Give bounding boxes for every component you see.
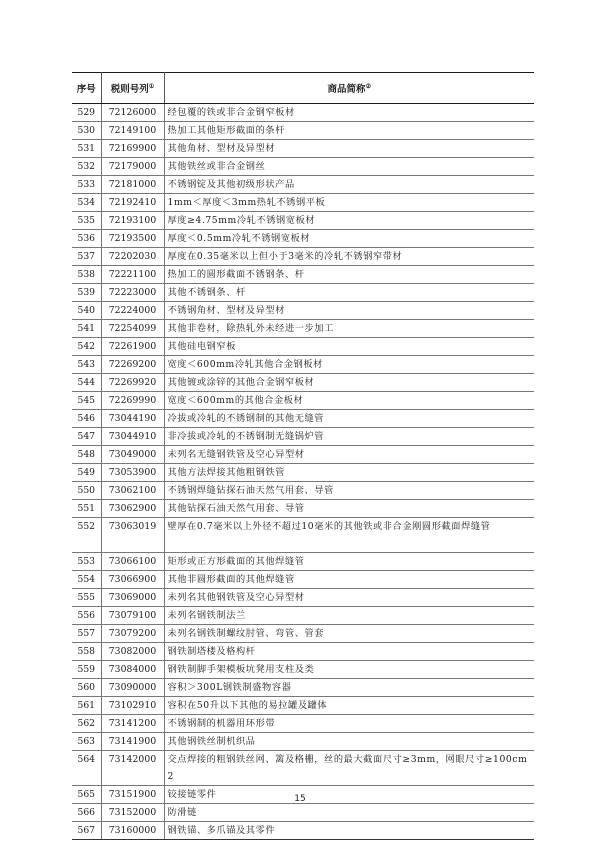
row-seq: 567 bbox=[72, 822, 101, 840]
row-description: 厚度在0.35毫米以上但小于3毫米的冷轧不锈钢窄带材 bbox=[164, 248, 534, 266]
row-code: 73141900 bbox=[101, 733, 164, 751]
row-description: 不锈钢锭及其他初级形状产品 bbox=[164, 176, 534, 194]
row-description: 厚度＜0.5mm冷轧不锈钢宽板材 bbox=[164, 230, 534, 248]
table-row bbox=[72, 356, 534, 374]
row-seq: 558 bbox=[72, 643, 101, 661]
row-seq: 531 bbox=[72, 140, 101, 158]
row-seq: 541 bbox=[72, 320, 101, 338]
row-code: 72193500 bbox=[101, 230, 164, 248]
header-seq bbox=[72, 73, 101, 104]
row-code: 73066900 bbox=[101, 571, 164, 589]
table-row bbox=[72, 140, 534, 158]
row-code: 72269990 bbox=[101, 392, 164, 410]
row-seq: 559 bbox=[72, 661, 101, 679]
row-seq: 543 bbox=[72, 356, 101, 374]
table-row bbox=[72, 446, 534, 464]
table-row bbox=[72, 284, 534, 302]
row-description: 热加工的圆形截面不锈钢条、杆 bbox=[164, 266, 534, 284]
table-row bbox=[72, 158, 534, 176]
row-seq: 530 bbox=[72, 122, 101, 140]
row-description: 钢铁锚、多爪锚及其零件 bbox=[164, 822, 534, 840]
row-seq: 561 bbox=[72, 697, 101, 715]
row-code: 72169900 bbox=[101, 140, 164, 158]
row-description: 冷拔或冷轧的不锈钢制的其他无缝管 bbox=[164, 410, 534, 428]
row-description: 防滑链 bbox=[164, 804, 534, 822]
row-seq: 548 bbox=[72, 446, 101, 464]
row-description: 铰接链零件 bbox=[164, 786, 534, 804]
table-row bbox=[72, 733, 534, 751]
row-code: 72224000 bbox=[101, 302, 164, 320]
row-code: 73069000 bbox=[101, 589, 164, 607]
row-seq: 549 bbox=[72, 464, 101, 482]
row-description: 未列名其他钢铁管及空心异型材 bbox=[164, 589, 534, 607]
row-code: 73079100 bbox=[101, 607, 164, 625]
table-row bbox=[72, 302, 534, 320]
row-code: 73044190 bbox=[101, 410, 164, 428]
row-description: 其他钢铁丝制机织品 bbox=[164, 733, 534, 751]
row-description: 其他硅电钢窄板 bbox=[164, 338, 534, 356]
row-seq: 534 bbox=[72, 194, 101, 212]
table-row bbox=[72, 374, 534, 392]
row-description: 其他不锈钢条、杆 bbox=[164, 284, 534, 302]
table-row bbox=[72, 194, 534, 212]
row-code: 73151900 bbox=[101, 786, 164, 804]
row-seq: 546 bbox=[72, 410, 101, 428]
header-seq-label: 序号 bbox=[76, 84, 96, 95]
row-seq: 540 bbox=[72, 302, 101, 320]
page-number: 15 bbox=[294, 794, 306, 804]
table-row bbox=[72, 518, 534, 553]
table-row bbox=[72, 679, 534, 697]
row-seq: 566 bbox=[72, 804, 101, 822]
row-seq: 554 bbox=[72, 571, 101, 589]
table-row bbox=[72, 553, 534, 571]
header-name-footnote: ② bbox=[365, 82, 371, 90]
row-description: 宽度＜600mm的其他合金板材 bbox=[164, 392, 534, 410]
row-seq: 562 bbox=[72, 715, 101, 733]
row-description: 其他镀或涂锌的其他合金钢窄板材 bbox=[164, 374, 534, 392]
row-code: 73079200 bbox=[101, 625, 164, 643]
table-row bbox=[72, 607, 534, 625]
header-code-label: 税则号列 bbox=[110, 84, 149, 95]
row-code: 72192410 bbox=[101, 194, 164, 212]
table-row bbox=[72, 104, 534, 122]
row-seq: 547 bbox=[72, 428, 101, 446]
row-code: 73053900 bbox=[101, 464, 164, 482]
table-row bbox=[72, 428, 534, 446]
row-code: 72126000 bbox=[101, 104, 164, 122]
table-row bbox=[72, 571, 534, 589]
table-row bbox=[72, 320, 534, 338]
table-row bbox=[72, 212, 534, 230]
row-seq: 560 bbox=[72, 679, 101, 697]
row-description: 其他非卷材，除热轧外未经进一步加工 bbox=[164, 320, 534, 338]
table-row bbox=[72, 751, 534, 786]
row-code: 72149100 bbox=[101, 122, 164, 140]
row-code: 73066100 bbox=[101, 553, 164, 571]
row-code: 72181000 bbox=[101, 176, 164, 194]
row-seq: 557 bbox=[72, 625, 101, 643]
row-code: 73160000 bbox=[101, 822, 164, 840]
header-code bbox=[101, 73, 164, 104]
table-row bbox=[72, 266, 534, 284]
row-code: 72193100 bbox=[101, 212, 164, 230]
row-code: 73062100 bbox=[101, 482, 164, 500]
row-description: 交点焊接的粗钢铁丝网、篱及格栅，丝的最大截面尺寸≥3mm，网眼尺寸≥100cm2 bbox=[164, 751, 534, 786]
row-seq: 552 bbox=[72, 518, 101, 553]
row-code: 73090000 bbox=[101, 679, 164, 697]
table-row bbox=[72, 410, 534, 428]
row-description: 不锈钢角材、型材及异型材 bbox=[164, 302, 534, 320]
table-row bbox=[72, 482, 534, 500]
row-description: 其他铁丝或非合金钢丝 bbox=[164, 158, 534, 176]
row-seq: 542 bbox=[72, 338, 101, 356]
row-seq: 555 bbox=[72, 589, 101, 607]
table-row bbox=[72, 661, 534, 679]
row-description: 非冷拔或冷轧的不锈钢制无缝锅炉管 bbox=[164, 428, 534, 446]
row-description: 壁厚在0.7毫米以上外径不超过10毫米的其他铁或非合金刚圆形截面焊缝管 bbox=[164, 518, 534, 553]
row-seq: 539 bbox=[72, 284, 101, 302]
row-code: 73102910 bbox=[101, 697, 164, 715]
row-seq: 532 bbox=[72, 158, 101, 176]
row-seq: 536 bbox=[72, 230, 101, 248]
row-seq: 563 bbox=[72, 733, 101, 751]
table-row bbox=[72, 697, 534, 715]
row-description: 热加工其他矩形截面的条杆 bbox=[164, 122, 534, 140]
row-code: 72254099 bbox=[101, 320, 164, 338]
row-seq: 553 bbox=[72, 553, 101, 571]
row-description: 经包覆的铁或非合金钢窄板材 bbox=[164, 104, 534, 122]
row-seq: 550 bbox=[72, 482, 101, 500]
row-code: 73044910 bbox=[101, 428, 164, 446]
row-seq: 545 bbox=[72, 392, 101, 410]
table-body bbox=[72, 104, 534, 840]
row-description: 钢铁制塔楼及格构杆 bbox=[164, 643, 534, 661]
row-seq: 544 bbox=[72, 374, 101, 392]
row-code: 73049000 bbox=[101, 446, 164, 464]
table-header bbox=[72, 73, 534, 104]
table-row bbox=[72, 500, 534, 518]
row-code: 72202030 bbox=[101, 248, 164, 266]
row-description: 其他方法焊接其他粗钢铁管 bbox=[164, 464, 534, 482]
row-seq: 565 bbox=[72, 786, 101, 804]
row-code: 72221100 bbox=[101, 266, 164, 284]
row-description: 不锈钢制的机器用环形带 bbox=[164, 715, 534, 733]
row-code: 73063019 bbox=[101, 518, 164, 553]
row-description: 容积在50升以下其他的易拉罐及罐体 bbox=[164, 697, 534, 715]
row-description: 未列名钢铁制螺纹肘管、弯管、管套 bbox=[164, 625, 534, 643]
table-row bbox=[72, 176, 534, 194]
table-row bbox=[72, 643, 534, 661]
row-seq: 538 bbox=[72, 266, 101, 284]
table-row bbox=[72, 625, 534, 643]
table-row bbox=[72, 804, 534, 822]
row-code: 73142000 bbox=[101, 751, 164, 786]
row-description: 未列名钢铁制法兰 bbox=[164, 607, 534, 625]
row-code: 72179000 bbox=[101, 158, 164, 176]
table-row bbox=[72, 715, 534, 733]
table-row bbox=[72, 392, 534, 410]
row-code: 72269200 bbox=[101, 356, 164, 374]
row-description: 宽度＜600mm冷轧其他合金钢板材 bbox=[164, 356, 534, 374]
row-code: 73152000 bbox=[101, 804, 164, 822]
row-description: 钢铁制脚手架模板坑凳用支柱及类 bbox=[164, 661, 534, 679]
header-name-label: 商品简称 bbox=[327, 84, 366, 95]
row-description: 其他角材、型材及异型材 bbox=[164, 140, 534, 158]
row-description: 容积＞300L钢铁制盛物容器 bbox=[164, 679, 534, 697]
row-description: 未列名无缝钢铁管及空心异型材 bbox=[164, 446, 534, 464]
row-code: 72223000 bbox=[101, 284, 164, 302]
row-seq: 551 bbox=[72, 500, 101, 518]
table-row bbox=[72, 464, 534, 482]
row-seq: 537 bbox=[72, 248, 101, 266]
row-seq: 564 bbox=[72, 751, 101, 786]
row-description: 1mm＜厚度＜3mm热轧不锈钢平板 bbox=[164, 194, 534, 212]
row-description: 不锈钢焊缝钻探石油天然气用套、导管 bbox=[164, 482, 534, 500]
row-seq: 533 bbox=[72, 176, 101, 194]
row-seq: 556 bbox=[72, 607, 101, 625]
row-seq: 535 bbox=[72, 212, 101, 230]
table-row bbox=[72, 589, 534, 607]
table-row bbox=[72, 248, 534, 266]
row-seq: 529 bbox=[72, 104, 101, 122]
table-row bbox=[72, 122, 534, 140]
header-name bbox=[164, 73, 534, 104]
row-code: 72261900 bbox=[101, 338, 164, 356]
row-code: 73141200 bbox=[101, 715, 164, 733]
row-code: 73062900 bbox=[101, 500, 164, 518]
row-description: 其他钻探石油天然气用套、导管 bbox=[164, 500, 534, 518]
row-code: 72269920 bbox=[101, 374, 164, 392]
header-code-footnote: ① bbox=[148, 82, 155, 90]
row-code: 73082000 bbox=[101, 643, 164, 661]
row-description: 矩形或正方形截面的其他焊缝管 bbox=[164, 553, 534, 571]
table-row bbox=[72, 230, 534, 248]
row-description: 其他非圆形截面的其他焊缝管 bbox=[164, 571, 534, 589]
table-row bbox=[72, 338, 534, 356]
row-code: 73084000 bbox=[101, 661, 164, 679]
tariff-table bbox=[72, 72, 534, 840]
table-row bbox=[72, 822, 534, 840]
row-description: 厚度≥4.75mm冷轧不锈钢宽板材 bbox=[164, 212, 534, 230]
